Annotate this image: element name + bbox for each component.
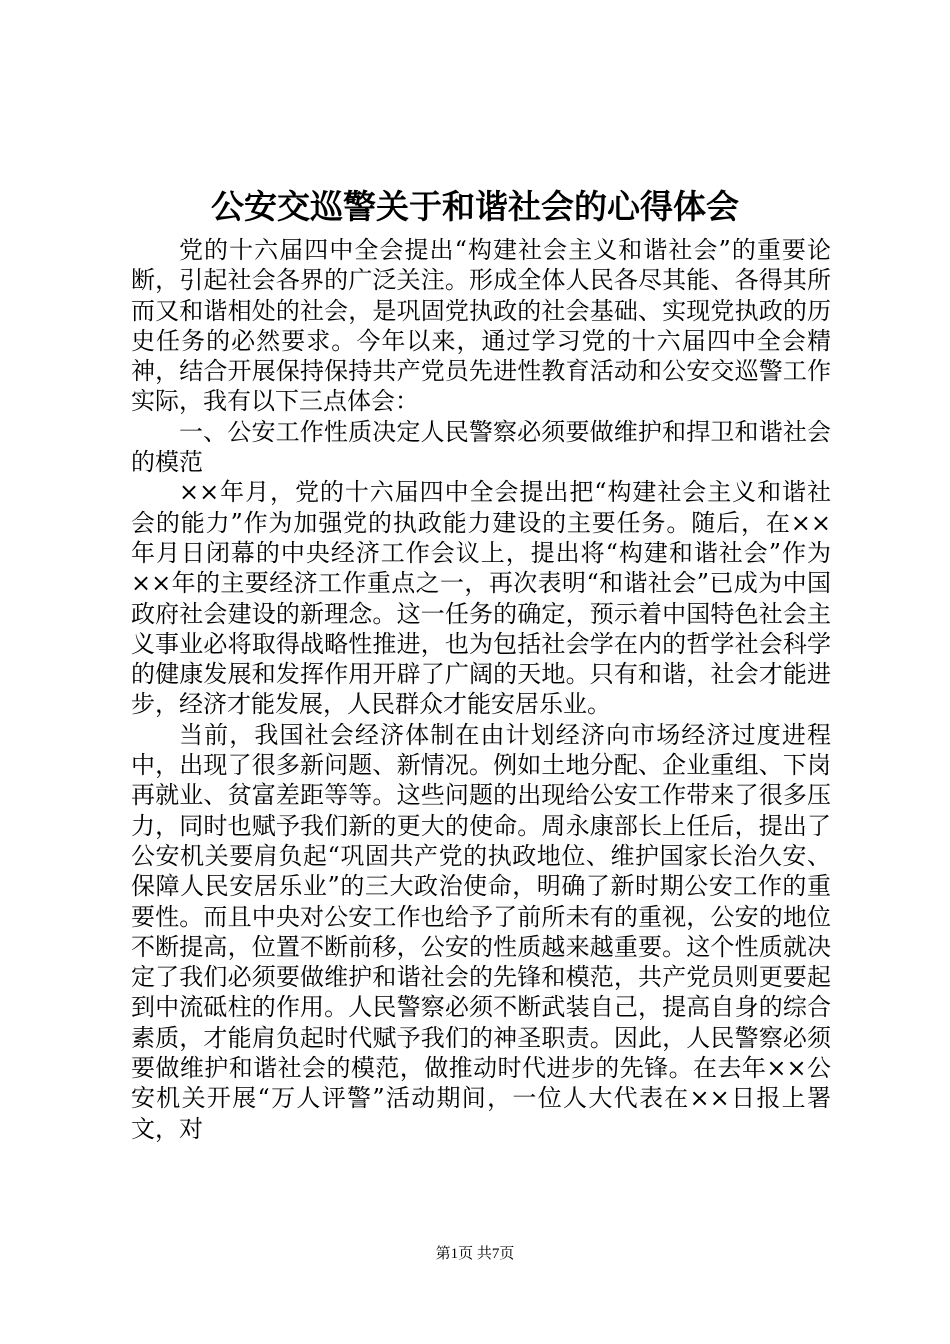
page-number-footer: 第1页 共7页 [435, 1246, 515, 1262]
document-body [131, 235, 831, 1144]
paragraph: 当前，我国社会经济体制在由计划经济向市场经济过度进程中，出现了很多新问题、新情况。例如土地分配、企业重组、下岗再就业、贫富差距等等。这些问题的出现给公安工作带来了很多压力，同时也赋予我们新的更大的使命。周永康部长上任后，提出了公安机关要肩负起“巩固共产党的执政地位、维护国家长治久安、保障人民安居乐业”的三大政治使命，明确了新时期公安工作的重要性。而且中央对公安工作也给予了前所未有的重视，公安的地位不断提高，位置不断前移，公安的性质越来越重要。这个性质就决定了我们必须要做维护和谐社会的先锋和模范，共产党员则更要起到中流砥柱的作用。人民警察必须不断武装自己，提高自身的综合素质，才能肩负起时代赋予我们的神圣职责。因此，人民警察必须要做维护和谐社会的模范，做推动时代进步的先锋。在去年××公安机关开展“万人评警”活动期间，一位人大代表在××日报上署文，对 [131, 720, 831, 1143]
paragraph: 党的十六届四中全会提出“构建社会主义和谐社会”的重要论断，引起社会各界的广泛关注。形成全体人民各尽其能、各得其所而又和谐相处的社会，是巩固党执政的社会基础、实现党执政的历史任务的必然要求。今年以来，通过学习党的十六届四中全会精神，结合开展保持保持共产党员先进性教育活动和公安交巡警工作实际，我有以下三点体会： [131, 236, 831, 416]
document-title: 公安交巡警关于和谐社会的心得体会 [211, 187, 739, 226]
section-heading: 一、公安工作性质决定人民警察必须要做维护和捍卫和谐社会的模范 [131, 417, 831, 477]
paragraph: ××年月，党的十六届四中全会提出把“构建社会主义和谐社会的能力”作为加强党的执政能力建设的主要任务。随后，在××年月日闭幕的中央经济工作会议上，提出将“构建和谐社会”作为××年的主要经济工作重点之一，再次表明“和谐社会”已成为中国政府社会建设的新理念。这一任务的确定，预示着中国特色社会主义事业必将取得战略性推进，也为包括社会学在内的哲学社会科学的健康发展和发挥作用开辟了广阔的天地。只有和谐，社会才能进步，经济才能发展，人民群众才能安居乐业。 [131, 478, 831, 719]
